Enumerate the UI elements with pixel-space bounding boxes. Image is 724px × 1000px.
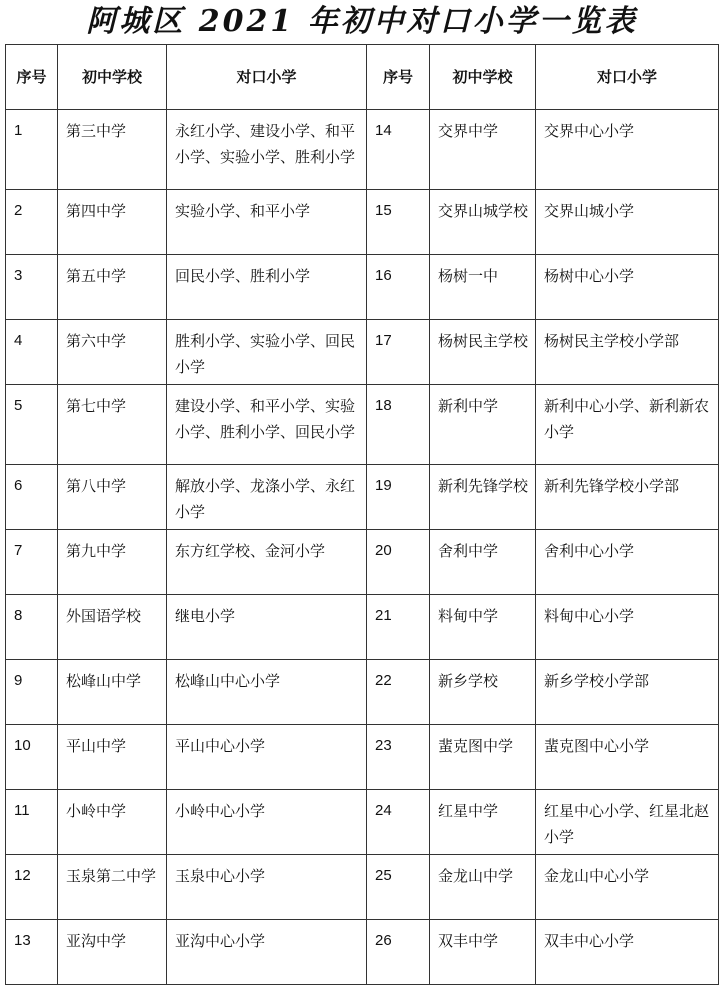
- header-serial-left: 序号: [6, 45, 58, 110]
- middle-school-left-cell: 第六中学: [58, 320, 167, 385]
- middle-school-right-cell: 蜚克图中学: [430, 725, 536, 790]
- table-row: [6, 725, 719, 790]
- primary-schools-left-cell: 平山中心小学: [167, 725, 367, 790]
- serial-right-cell: 19: [367, 465, 430, 530]
- table-row: [6, 385, 719, 465]
- middle-school-left-cell: 松峰山中学: [58, 660, 167, 725]
- middle-school-left-cell: 外国语学校: [58, 595, 167, 660]
- serial-left-cell: 13: [6, 920, 58, 985]
- primary-schools-left-cell: 实验小学、和平小学: [167, 190, 367, 255]
- serial-right-cell: 20: [367, 530, 430, 595]
- primary-schools-left-cell: 松峰山中心小学: [167, 660, 367, 725]
- serial-right-cell: 16: [367, 255, 430, 320]
- serial-left-cell: 2: [6, 190, 58, 255]
- serial-left-cell: 3: [6, 255, 58, 320]
- header-primary-school-right: 对口小学: [536, 45, 719, 110]
- middle-school-right-cell: 双丰中学: [430, 920, 536, 985]
- serial-left-cell: 12: [6, 855, 58, 920]
- serial-right-cell: 18: [367, 385, 430, 465]
- serial-right-cell: 21: [367, 595, 430, 660]
- middle-school-left-cell: 平山中学: [58, 725, 167, 790]
- serial-left-cell: 9: [6, 660, 58, 725]
- primary-schools-right-cell: 新利中心小学、新利新农小学: [536, 385, 719, 465]
- primary-schools-right-cell: 金龙山中心小学: [536, 855, 719, 920]
- serial-left-cell: 11: [6, 790, 58, 855]
- primary-schools-right-cell: 新乡学校小学部: [536, 660, 719, 725]
- middle-school-left-cell: 玉泉第二中学: [58, 855, 167, 920]
- table-header-row: [6, 45, 719, 110]
- middle-school-right-cell: 新利中学: [430, 385, 536, 465]
- middle-school-right-cell: 新乡学校: [430, 660, 536, 725]
- header-middle-school-right: 初中学校: [430, 45, 536, 110]
- middle-school-left-cell: 第三中学: [58, 110, 167, 190]
- primary-schools-right-cell: 舍利中心小学: [536, 530, 719, 595]
- middle-school-left-cell: 第九中学: [58, 530, 167, 595]
- table-row: [6, 320, 719, 385]
- table-row: [6, 660, 719, 725]
- serial-left-cell: 7: [6, 530, 58, 595]
- primary-schools-left-cell: 小岭中心小学: [167, 790, 367, 855]
- serial-left-cell: 6: [6, 465, 58, 530]
- serial-left-cell: 1: [6, 110, 58, 190]
- primary-schools-left-cell: 解放小学、龙涤小学、永红小学: [167, 465, 367, 530]
- primary-schools-left-cell: 东方红学校、金河小学: [167, 530, 367, 595]
- middle-school-right-cell: 金龙山中学: [430, 855, 536, 920]
- primary-schools-right-cell: 红星中心小学、红星北赵小学: [536, 790, 719, 855]
- table-row: [6, 110, 719, 190]
- page-title: 阿城区 2021 年初中对口小学一览表: [86, 4, 638, 39]
- middle-school-right-cell: 交界中学: [430, 110, 536, 190]
- middle-school-left-cell: 第七中学: [58, 385, 167, 465]
- school-table: [5, 44, 719, 985]
- serial-left-cell: 10: [6, 725, 58, 790]
- serial-right-cell: 14: [367, 110, 430, 190]
- primary-schools-right-cell: 交界山城小学: [536, 190, 719, 255]
- header-middle-school-left: 初中学校: [58, 45, 167, 110]
- middle-school-right-cell: 杨树一中: [430, 255, 536, 320]
- serial-right-cell: 24: [367, 790, 430, 855]
- table-row: [6, 530, 719, 595]
- middle-school-left-cell: 第五中学: [58, 255, 167, 320]
- middle-school-left-cell: 亚沟中学: [58, 920, 167, 985]
- serial-left-cell: 5: [6, 385, 58, 465]
- table-row: [6, 790, 719, 855]
- primary-schools-right-cell: 蜚克图中心小学: [536, 725, 719, 790]
- middle-school-right-cell: 舍利中学: [430, 530, 536, 595]
- serial-right-cell: 26: [367, 920, 430, 985]
- middle-school-left-cell: 第八中学: [58, 465, 167, 530]
- primary-schools-left-cell: 玉泉中心小学: [167, 855, 367, 920]
- table-row: [6, 920, 719, 985]
- primary-schools-right-cell: 双丰中心小学: [536, 920, 719, 985]
- header-primary-school-left: 对口小学: [167, 45, 367, 110]
- primary-schools-left-cell: 永红小学、建设小学、和平小学、实验小学、胜利小学: [167, 110, 367, 190]
- serial-right-cell: 22: [367, 660, 430, 725]
- primary-schools-right-cell: 料甸中心小学: [536, 595, 719, 660]
- serial-right-cell: 25: [367, 855, 430, 920]
- middle-school-right-cell: 料甸中学: [430, 595, 536, 660]
- middle-school-left-cell: 小岭中学: [58, 790, 167, 855]
- serial-left-cell: 8: [6, 595, 58, 660]
- header-serial-right: 序号: [367, 45, 430, 110]
- table-row: [6, 190, 719, 255]
- primary-schools-left-cell: 建设小学、和平小学、实验小学、胜利小学、回民小学: [167, 385, 367, 465]
- table-row: [6, 255, 719, 320]
- primary-schools-left-cell: 继电小学: [167, 595, 367, 660]
- primary-schools-right-cell: 杨树中心小学: [536, 255, 719, 320]
- serial-left-cell: 4: [6, 320, 58, 385]
- serial-right-cell: 17: [367, 320, 430, 385]
- middle-school-right-cell: 杨树民主学校: [430, 320, 536, 385]
- table-row: [6, 465, 719, 530]
- primary-schools-left-cell: 胜利小学、实验小学、回民小学: [167, 320, 367, 385]
- serial-right-cell: 23: [367, 725, 430, 790]
- primary-schools-right-cell: 杨树民主学校小学部: [536, 320, 719, 385]
- serial-right-cell: 15: [367, 190, 430, 255]
- primary-schools-right-cell: 新利先锋学校小学部: [536, 465, 719, 530]
- middle-school-left-cell: 第四中学: [58, 190, 167, 255]
- middle-school-right-cell: 新利先锋学校: [430, 465, 536, 530]
- primary-schools-left-cell: 回民小学、胜利小学: [167, 255, 367, 320]
- table-row: [6, 855, 719, 920]
- middle-school-right-cell: 交界山城学校: [430, 190, 536, 255]
- middle-school-right-cell: 红星中学: [430, 790, 536, 855]
- primary-schools-right-cell: 交界中心小学: [536, 110, 719, 190]
- table-row: [6, 595, 719, 660]
- primary-schools-left-cell: 亚沟中心小学: [167, 920, 367, 985]
